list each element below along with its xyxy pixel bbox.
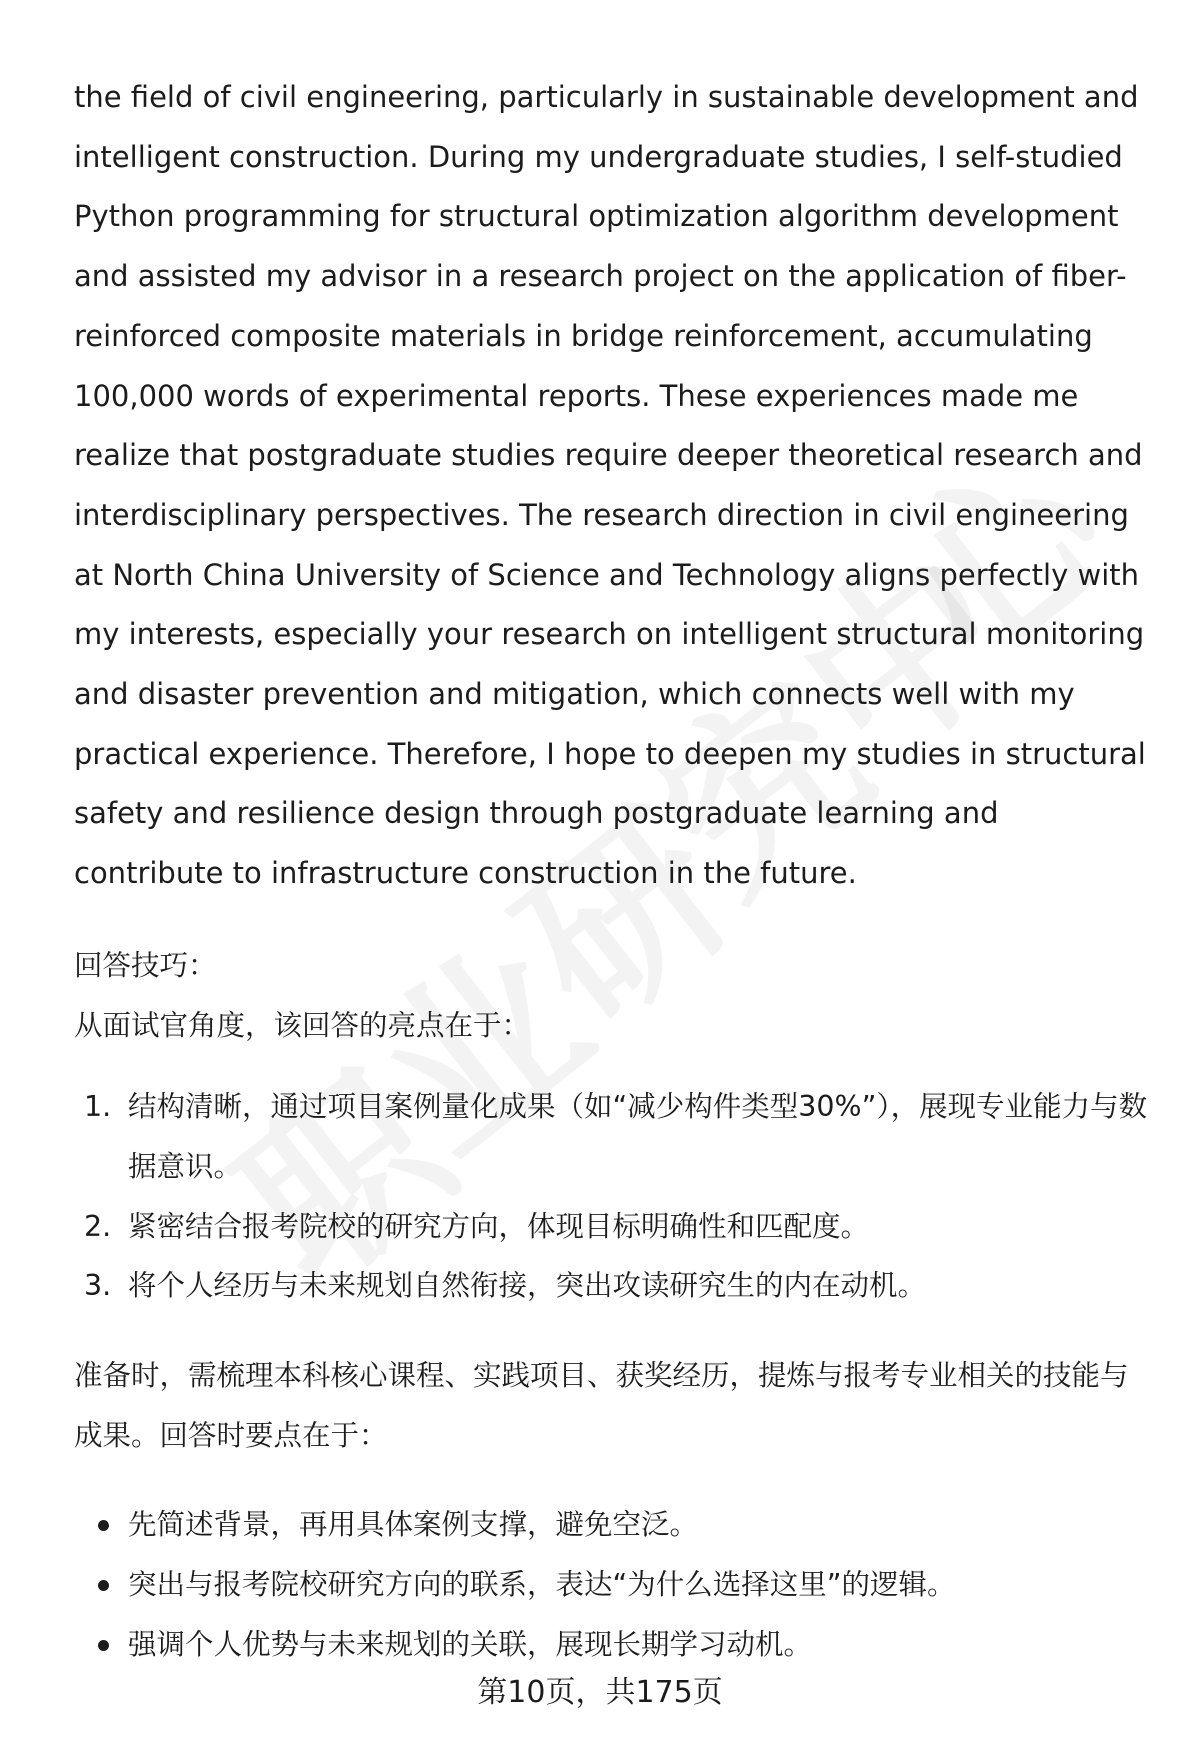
list-item-text: 突出与报考院校研究方向的联系，表达“为什么选择这里”的逻辑。 bbox=[128, 1568, 956, 1602]
body-paragraph: the field of civil engineering, particularly in sustainable development and intelligent construction. During my undergraduate studies, I self-studied Python programming for structural optimization algorithm development and assisted my advisor in a research project on the application of fiber-reinforced composite materials in bridge reinforcement, accumulating 100,000 words of experimental reports. These experiences made me realize that postgraduate studies require deeper theoretical research and interdisciplinary perspectives. The research direction in civil engineering at North China University of Science and Technology aligns perfectly with my interests, especially your research on intelligent structural monitoring and disaster prevention and mitigation, which connects well with my practical experience. Therefore, I hope to deepen my studies in structural safety and resilience design through postgraduate learning and contribute to infrastructure construction in the future. bbox=[74, 80, 1146, 891]
list-item bbox=[74, 1495, 1154, 1555]
page-number: 第10页，共175页 bbox=[477, 1675, 723, 1710]
list-item bbox=[74, 1615, 1154, 1675]
list-item-text: 强调个人优势与未来规划的关联，展现长期学习动机。 bbox=[128, 1627, 813, 1661]
list-item bbox=[74, 1555, 1154, 1615]
list-item bbox=[74, 1077, 1154, 1196]
list-item-text: 结构清晰，通过项目案例量化成果（如“减少构件类型30%”），展现专业能力与数据意识。 bbox=[128, 1090, 1148, 1183]
list-item-text: 先简述背景，再用具体案例支撑，避免空泛。 bbox=[128, 1508, 699, 1542]
page-content bbox=[74, 68, 1154, 1675]
list-number: 2. bbox=[84, 1209, 112, 1243]
list-item-text: 将个人经历与未来规划自然衔接，突出攻读研究生的内在动机。 bbox=[128, 1269, 927, 1303]
list-item-text: 紧密结合报考院校的研究方向，体现目标明确性和匹配度。 bbox=[128, 1209, 870, 1243]
list-item bbox=[74, 1256, 1154, 1316]
list-item bbox=[74, 1197, 1154, 1257]
bullet-icon bbox=[98, 1640, 109, 1651]
list-number: 1. bbox=[84, 1090, 112, 1124]
tips-list bbox=[74, 1077, 1154, 1316]
list-number: 3. bbox=[84, 1269, 112, 1303]
bullet-icon bbox=[98, 1520, 109, 1531]
tips-intro: 从面试官角度，该回答的亮点在于： bbox=[74, 1008, 531, 1042]
prep-paragraph: 准备时，需梳理本科核心课程、实践项目、获奖经历，提炼与报考专业相关的技能与成果。回答时要点在于： bbox=[74, 1359, 1129, 1452]
tips-heading: 回答技巧： bbox=[74, 948, 217, 982]
bullet-icon bbox=[98, 1580, 109, 1591]
points-list bbox=[74, 1495, 1154, 1674]
